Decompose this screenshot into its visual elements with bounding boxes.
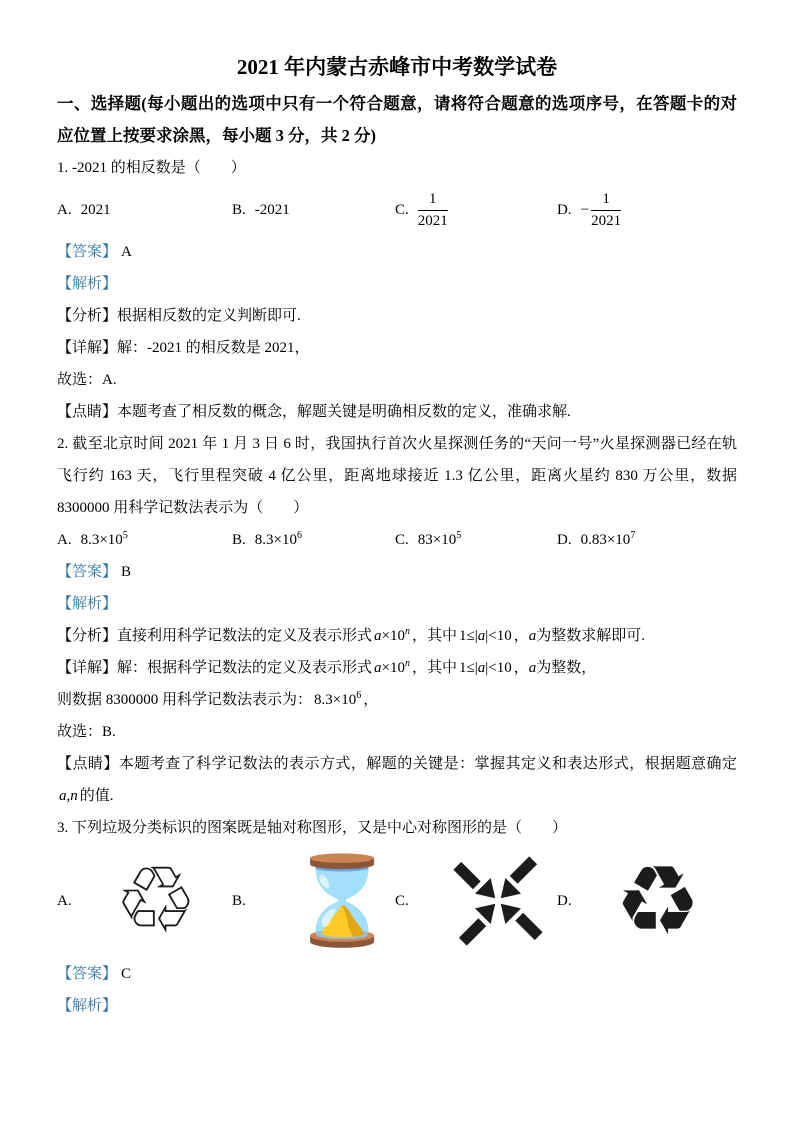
q2-option-c bbox=[395, 524, 557, 556]
q1-stem: 1. -2021 的相反数是（ ） bbox=[57, 160, 246, 176]
recycle-solid-triangle-icon: ♻ bbox=[614, 845, 701, 957]
q2-option-a bbox=[57, 524, 232, 556]
option-value: $0.83\times 10^7$ bbox=[580, 530, 636, 548]
formula-inequality: 1≤|a|<10 bbox=[459, 660, 512, 676]
q2-result-line: 则数据 8300000 用科学记数法表示为： $8.3\times 10^6$ ， bbox=[57, 690, 379, 708]
formula-inequality: 1≤|a|<10 bbox=[459, 628, 512, 644]
q3-answer-line bbox=[57, 958, 737, 990]
q1-tip-line: 【点睛】本题考查了相反数的概念，解题关键是明确相反数的定义，准确求解. bbox=[57, 404, 571, 420]
option-label: A. bbox=[57, 532, 72, 548]
option-label: D. bbox=[557, 202, 572, 218]
q3-stem: 3. 下列垃圾分类标识的图案既是轴对称图形，又是中心对称图形的是（ ） bbox=[57, 820, 568, 836]
option-value: -2021 bbox=[254, 202, 290, 218]
q3-options-row bbox=[57, 844, 737, 958]
q2-options-row bbox=[57, 524, 737, 556]
option-label: B. bbox=[232, 532, 246, 548]
option-value: $83\times 10^5$ bbox=[417, 530, 462, 548]
answer-value: B bbox=[121, 564, 132, 580]
analysis-label: 【解析】 bbox=[57, 998, 118, 1014]
fraction bbox=[418, 190, 448, 231]
q2-option-d bbox=[557, 524, 737, 556]
q3-option-d bbox=[557, 845, 737, 957]
q1-choose-line: 故选：A. bbox=[57, 372, 117, 388]
q1-option-b bbox=[232, 194, 395, 226]
q1-answer-line bbox=[57, 236, 737, 268]
q1-option-d bbox=[557, 190, 737, 231]
q1-option-c bbox=[395, 190, 557, 231]
analysis-label: 【解析】 bbox=[57, 276, 118, 292]
option-label: C. bbox=[395, 893, 409, 909]
answer-label: 【答案】 bbox=[57, 244, 118, 260]
q2-choose-line: 故选：B. bbox=[57, 724, 116, 740]
q1-analysis-line: 【分析】根据相反数的定义判断即可. bbox=[57, 308, 301, 324]
q3-option-b bbox=[232, 851, 396, 951]
q2-tip-line: 【点睛】本题考查了科学记数法的表示方式，解题的关键是：掌握其定义和表达形式，根据题意确定a,n 的值. bbox=[57, 756, 737, 804]
fraction-denominator: 2021 bbox=[591, 212, 622, 229]
q2-analysis-label-line bbox=[57, 588, 737, 620]
q3-option-a bbox=[57, 847, 232, 954]
answer-value: A bbox=[121, 244, 132, 260]
q1-options-row bbox=[57, 184, 737, 236]
q2-detail-line: 【详解】解：根据科学记数法的定义及表示形式 $a\times 10^n$ ，其中 1≤|a|<10 ，a为整数， bbox=[57, 658, 597, 676]
fraction-numerator: 1 bbox=[591, 190, 621, 211]
recycle-outline-triangle-icon: ♲ bbox=[114, 847, 198, 954]
q3-option-c bbox=[395, 855, 557, 947]
section-heading: 一、选择题(每小题出的选项中只有一个符合题意，请将符合题意的选项序号，在答题卡的对应位置上按要求涂黑，每小题 3 分，共 2 分) bbox=[57, 94, 737, 145]
q3-analysis-label-line bbox=[57, 990, 737, 1022]
fraction-numerator: 1 bbox=[418, 190, 448, 211]
q2-answer-line bbox=[57, 556, 737, 588]
option-value: $8.3\times 10^6$ bbox=[254, 530, 302, 548]
q2-analysis-line: 【分析】直接利用科学记数法的定义及表示形式 $a\times 10^n$ ，其中 1≤|a|<10 ，a为整数求解即可. bbox=[57, 626, 645, 644]
option-value: $8.3\times 10^5$ bbox=[80, 530, 128, 548]
option-label: D. bbox=[557, 893, 572, 909]
answer-value: C bbox=[121, 966, 132, 982]
option-value: 2021 bbox=[80, 202, 111, 218]
page-title: 2021 年内蒙古赤峰市中考数学试卷 bbox=[236, 55, 558, 79]
q1-option-a bbox=[57, 194, 232, 226]
formula-a-times-10n: $a\times 10^n$ bbox=[374, 626, 410, 644]
option-label: D. bbox=[557, 532, 572, 548]
answer-label: 【答案】 bbox=[57, 966, 118, 982]
formula-a-times-10n: $a\times 10^n$ bbox=[374, 658, 410, 676]
formula-vars: a,n bbox=[59, 788, 78, 804]
formula-result: $8.3\times 10^6$ bbox=[314, 690, 362, 708]
analysis-label: 【解析】 bbox=[57, 596, 118, 612]
minus-sign: − bbox=[580, 202, 590, 218]
q2-stem: 2. 截至北京时间 2021 年 1 月 3 日 6 时，我国执行首次火星探测任务的“天问一号”火星探测器已经在轨飞行约 163 天，飞行里程突破 4 亿公里，距离地球接近 1.3 亿公里，距离火星约 830 万公里，数据 8300000 用科学记数法表示为（ ） bbox=[57, 436, 737, 516]
q1-analysis-label-line bbox=[57, 268, 737, 300]
option-label: A. bbox=[57, 202, 72, 218]
option-label: B. bbox=[232, 893, 246, 909]
option-label: C. bbox=[395, 202, 409, 218]
option-label: B. bbox=[232, 202, 246, 218]
arrows-inward-x-icon bbox=[452, 855, 544, 947]
option-label: A. bbox=[57, 893, 72, 909]
answer-label: 【答案】 bbox=[57, 564, 118, 580]
option-label: C. bbox=[395, 532, 409, 548]
fraction bbox=[591, 190, 621, 231]
q2-option-b bbox=[232, 524, 395, 556]
fraction-denominator: 2021 bbox=[417, 212, 448, 229]
hourglass-icon: ⌛ bbox=[288, 851, 396, 951]
q1-detail-line: 【详解】解：-2021 的相反数是 2021， bbox=[57, 340, 310, 356]
